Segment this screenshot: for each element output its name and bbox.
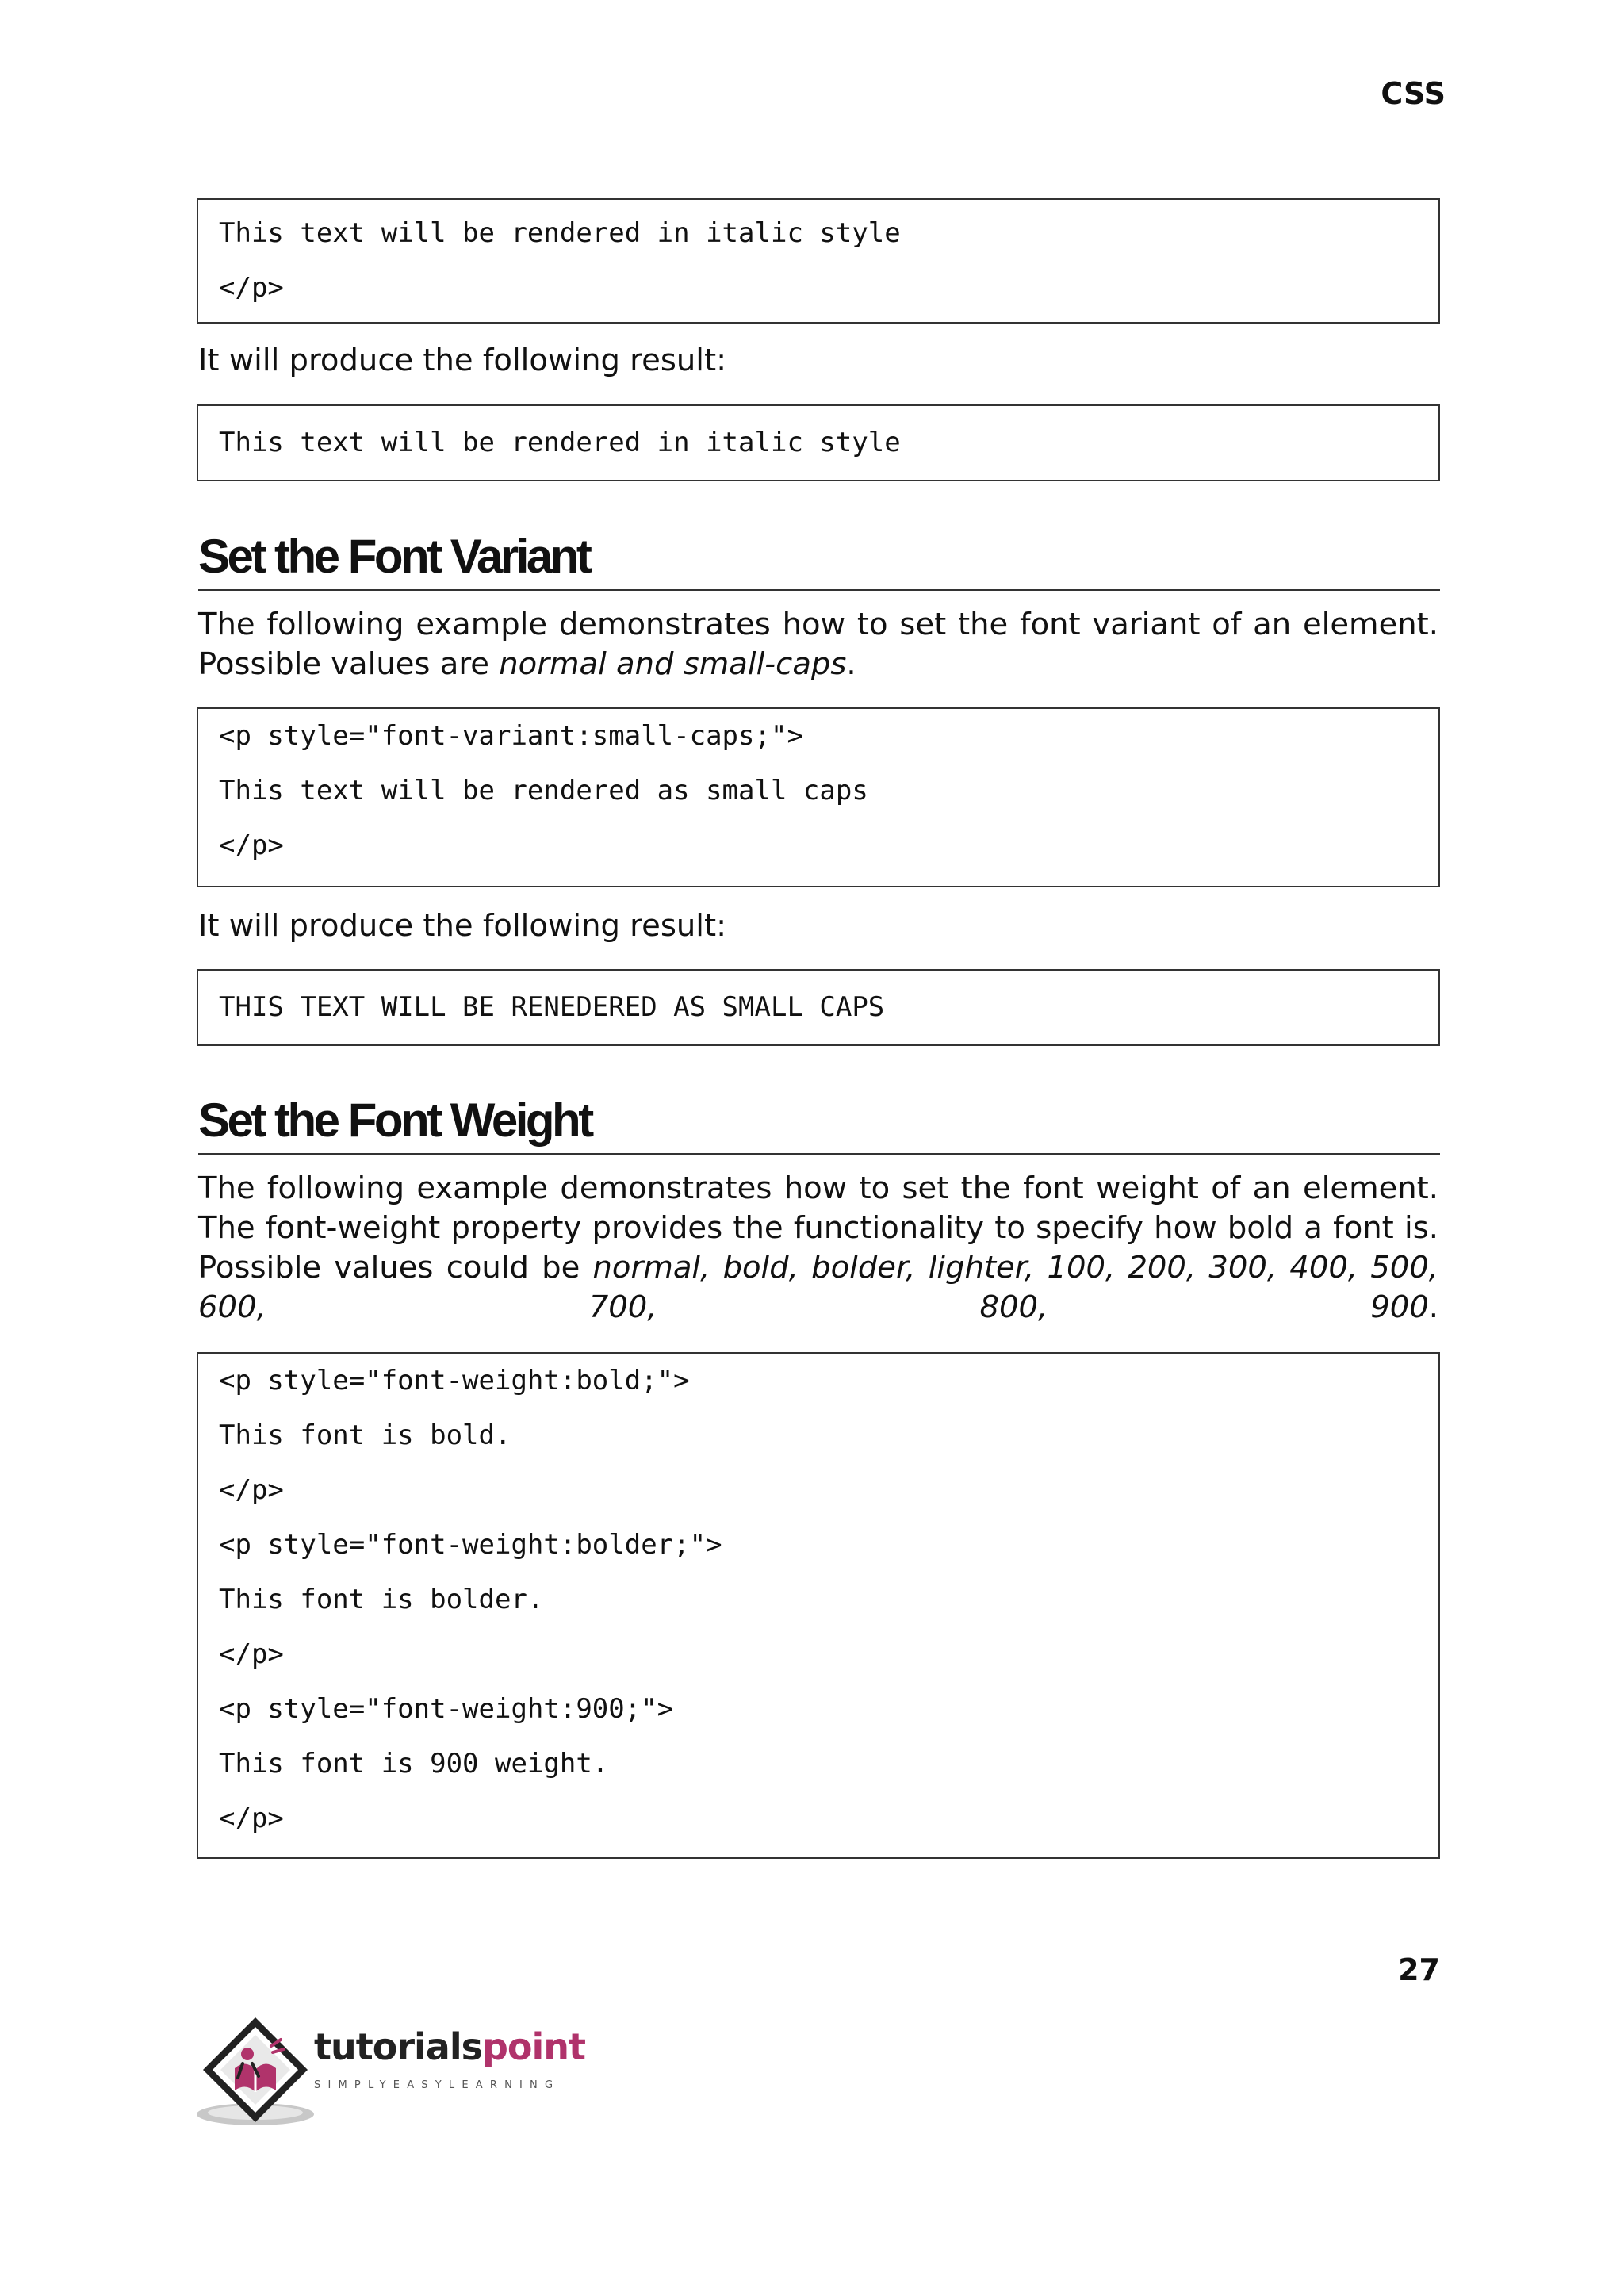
logo-word-tutorials: tutorials <box>314 2025 482 2068</box>
paragraph-end: . <box>1428 1289 1438 1325</box>
code-line: This font is bold. <box>219 1420 511 1451</box>
paragraph-emphasis: normal, bold, bolder, lighter, 100, 200, 300, 400, 500, 600, 700, 800, 900 <box>198 1250 1438 1325</box>
code-line: </p> <box>219 1474 284 1506</box>
result-block-small-caps <box>197 969 1440 1046</box>
code-line: </p> <box>219 1638 284 1670</box>
code-line: <p style="font-weight:900;"> <box>219 1693 674 1725</box>
result-intro-text: It will produce the following result: <box>198 343 727 378</box>
running-header-title: CSS <box>1381 76 1446 111</box>
paragraph-text: The following example demonstrates how to set the font variant of an element. Possible values are <box>198 607 1438 682</box>
result-block-italic <box>197 404 1440 481</box>
tutorialspoint-logo <box>195 2011 607 2130</box>
paragraph-end: . <box>846 646 856 682</box>
code-line: </p> <box>219 1803 284 1834</box>
logo-wordmark <box>314 2025 585 2068</box>
page-number: 27 <box>1398 1952 1440 1987</box>
code-block-small-caps <box>197 707 1440 887</box>
code-line: <p style="font-variant:small-caps;"> <box>219 720 803 752</box>
code-line: This text will be rendered as small caps <box>219 775 868 807</box>
logo-emblem-icon <box>195 2011 314 2130</box>
result-intro-text: It will produce the following result: <box>198 908 727 944</box>
logo-word-point: point <box>481 2025 586 2068</box>
code-line: This font is bolder. <box>219 1584 544 1615</box>
paragraph-emphasis: normal and small-caps <box>499 646 847 682</box>
code-line: This text will be rendered in italic style <box>219 217 901 249</box>
code-line: <p style="font-weight:bold;"> <box>219 1365 690 1397</box>
code-line: </p> <box>219 829 284 861</box>
paragraph-text: The following example demonstrates how to set the font weight of an element. The font-weight property provides the functionality to specify how bold a font is. Possible values could be <box>198 1170 1438 1285</box>
code-block-font-weight <box>197 1352 1440 1859</box>
logo-tagline: SIMPLYEASYLEARNING <box>314 2079 561 2091</box>
code-line: THIS TEXT WILL BE RENEDERED AS SMALL CAPS <box>219 991 885 1023</box>
section-heading-font-weight: Set the Font Weight <box>198 1091 1440 1155</box>
code-line: <p style="font-weight:bolder;"> <box>219 1529 722 1561</box>
code-line: This text will be rendered in italic style <box>219 427 901 458</box>
code-line: This font is 900 weight. <box>219 1748 609 1780</box>
section-heading-font-variant: Set the Font Variant <box>198 527 1440 591</box>
code-line: </p> <box>219 272 284 304</box>
code-block-italic <box>197 198 1440 324</box>
font-weight-description <box>198 1169 1438 1328</box>
font-variant-description <box>198 605 1438 684</box>
